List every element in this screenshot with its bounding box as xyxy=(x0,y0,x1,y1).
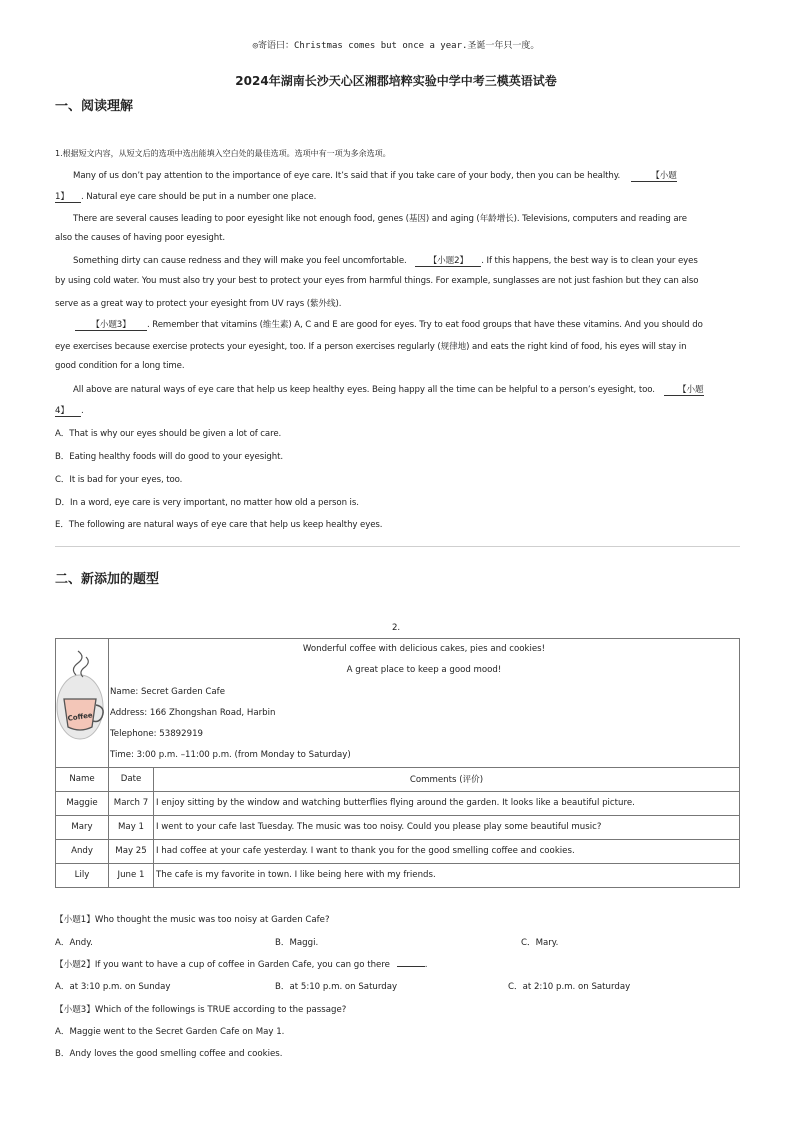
question-2-tail: . xyxy=(424,960,428,970)
cafe-table xyxy=(55,638,740,888)
paragraph-2-line-2: also the causes of having poor eyesight. xyxy=(55,233,225,243)
paragraph-4-line-1 xyxy=(75,318,703,331)
option-d[interactable]: D．In a word, eye care is very important, no matter how old a person is. xyxy=(55,498,359,508)
option-b[interactable]: B．Eating healthy foods will do good to your eyesight. xyxy=(55,452,283,462)
question-2-option-c[interactable]: C．at 2:10 p.m. on Saturday xyxy=(508,982,631,992)
row-name: Andy xyxy=(56,839,109,863)
row-date: May 1 xyxy=(109,815,154,839)
reading-instruction: 1.根据短文内容，从短文后的选项中选出能填入空白处的最佳选项。选项中有一项为多余选项。 xyxy=(55,149,391,158)
question-1-option-b[interactable]: B．Maggi. xyxy=(275,938,319,948)
row-name: Mary xyxy=(56,815,109,839)
section-heading-reading: 一、阅读理解 xyxy=(55,99,134,114)
paragraph-5-text: All above are natural ways of eye care that help us keep healthy eyes. Being happy all the time can be helpful to a person’s eyesight, too. xyxy=(73,385,655,395)
row-date: June 1 xyxy=(109,863,154,887)
blank-4-label[interactable]: 【小题 xyxy=(664,383,704,396)
question-3-option-a[interactable]: A．Maggie went to the Secret Garden Cafe on May 1. xyxy=(55,1027,285,1037)
cafe-telephone: Telephone: 53892919 xyxy=(110,729,204,740)
section-divider xyxy=(55,546,740,547)
row-comment: The cafe is my favorite in town. I like being here with my friends. xyxy=(154,863,740,887)
question-2-text: 【小题2】If you want to have a cup of coffee in Garden Cafe, you can go there xyxy=(55,960,390,970)
question-1-option-c[interactable]: C．Mary. xyxy=(521,938,559,948)
cafe-time: Time: 3:00 p.m. –11:00 p.m. (from Monday to Saturday) xyxy=(110,750,351,761)
question-2-option-b[interactable]: B．at 5:10 p.m. on Saturday xyxy=(275,982,398,992)
table-row xyxy=(56,815,740,839)
blank-1-label[interactable]: 【小题 xyxy=(631,169,677,182)
section-heading-new-type: 二、新添加的题型 xyxy=(55,572,160,587)
question-number: 2. xyxy=(392,623,400,633)
question-3: 【小题3】Which of the followings is TRUE according to the passage? xyxy=(55,1005,347,1015)
cafe-name: Name: Secret Garden Cafe xyxy=(110,686,225,697)
paragraph-1-text: Many of us don’t pay attention to the importance of eye care. It’s said that if you take care of your body, then you can be healthy. xyxy=(73,171,621,181)
coffee-logo-text: Coffee xyxy=(67,711,94,724)
row-comment: I had coffee at your cafe yesterday. I want to thank you for the good smelling coffee and cookies. xyxy=(154,839,740,863)
slogan-1: Wonderful coffee with delicious cakes, pies and cookies! xyxy=(302,644,546,654)
option-a[interactable]: A．That is why our eyes should be given a lot of care. xyxy=(55,429,282,439)
table-row xyxy=(56,791,740,815)
blank-3[interactable]: 【小题3】 xyxy=(75,318,147,331)
paragraph-3-line-1 xyxy=(73,254,698,267)
question-2-option-a[interactable]: A．at 3:10 p.m. on Sunday xyxy=(55,982,171,992)
row-name: Maggie xyxy=(56,791,109,815)
blank-1-number[interactable]: 1】 xyxy=(55,190,81,203)
blank-2[interactable]: 【小题2】 xyxy=(415,254,481,267)
paragraph-4-line-2: eye exercises because exercise protects your eyesight, too. If a person exercises regularly (规律地) and eats the right kind of food, his eyes will stay in xyxy=(55,342,687,352)
paragraph-4-line-3: good condition for a long time. xyxy=(55,361,185,371)
coffee-cup-icon xyxy=(56,641,108,761)
table-header-row xyxy=(56,767,740,791)
cafe-address: Address: 166 Zhongshan Road, Harbin xyxy=(110,707,276,718)
slogan-2: A great place to keep a good mood! xyxy=(346,665,502,676)
cafe-info-row xyxy=(56,639,740,768)
paragraph-5-text-b: . xyxy=(81,406,84,416)
coffee-logo-cell xyxy=(56,639,109,768)
paragraph-5-line-2 xyxy=(55,404,84,417)
row-comment: I enjoy sitting by the window and watching butterflies flying around the garden. It looks like a beautiful picture. xyxy=(154,791,740,815)
cafe-info-cell xyxy=(109,639,740,768)
table-row xyxy=(56,863,740,887)
row-date: May 25 xyxy=(109,839,154,863)
paragraph-3-line-2: by using cold water. You must also try your best to protect your eyes from harmful things. For example, sunglasses are not just fashion but they can also xyxy=(55,276,699,286)
paragraph-3-text-b: . If this happens, the best way is to clean your eyes xyxy=(481,256,698,266)
question-2-blank[interactable] xyxy=(397,966,425,967)
question-1-option-a[interactable]: A．Andy. xyxy=(55,938,93,948)
paragraph-1-line-1 xyxy=(73,169,677,182)
header-motto: ◎寄语曰：Christmas comes but once a year.圣诞一年只一度。 xyxy=(252,41,540,51)
paragraph-1-text-b: . Natural eye care should be put in a number one place. xyxy=(81,192,317,202)
question-1: 【小题1】Who thought the music was too noisy at Garden Cafe? xyxy=(55,915,330,925)
paragraph-4-text: . Remember that vitamins (维生素) A, C and E are good for eyes. Try to eat food groups that have these vitamins. And you should do xyxy=(147,320,703,330)
row-comment: I went to your cafe last Tuesday. The music was too noisy. Could you please play some beautiful music? xyxy=(154,815,740,839)
question-2 xyxy=(55,958,427,970)
page-title: 2024年湖南长沙天心区湘郡培粹实验中学中考三模英语试卷 xyxy=(235,74,557,88)
row-date: March 7 xyxy=(109,791,154,815)
paragraph-5-line-1 xyxy=(73,383,704,396)
blank-4-number[interactable]: 4】 xyxy=(55,404,81,417)
option-e[interactable]: E．The following are natural ways of eye care that help us keep healthy eyes. xyxy=(55,520,383,530)
header-comments: Comments (评价) xyxy=(154,767,740,791)
question-3-option-b[interactable]: B．Andy loves the good smelling coffee and cookies. xyxy=(55,1049,283,1059)
paragraph-1-line-2 xyxy=(55,190,316,203)
header-date: Date xyxy=(109,767,154,791)
paragraph-3-text: Something dirty can cause redness and they will make you feel uncomfortable. xyxy=(73,256,407,266)
table-row xyxy=(56,839,740,863)
row-name: Lily xyxy=(56,863,109,887)
option-c[interactable]: C．It is bad for your eyes, too. xyxy=(55,475,183,485)
paragraph-2-line-1: There are several causes leading to poor eyesight like not enough food, genes (基因) and aging (年龄增长). Televisions, computers and reading are xyxy=(73,214,687,224)
paragraph-3-line-3: serve as a great way to protect your eyesight from UV rays (紫外线). xyxy=(55,299,342,309)
header-name: Name xyxy=(56,767,109,791)
